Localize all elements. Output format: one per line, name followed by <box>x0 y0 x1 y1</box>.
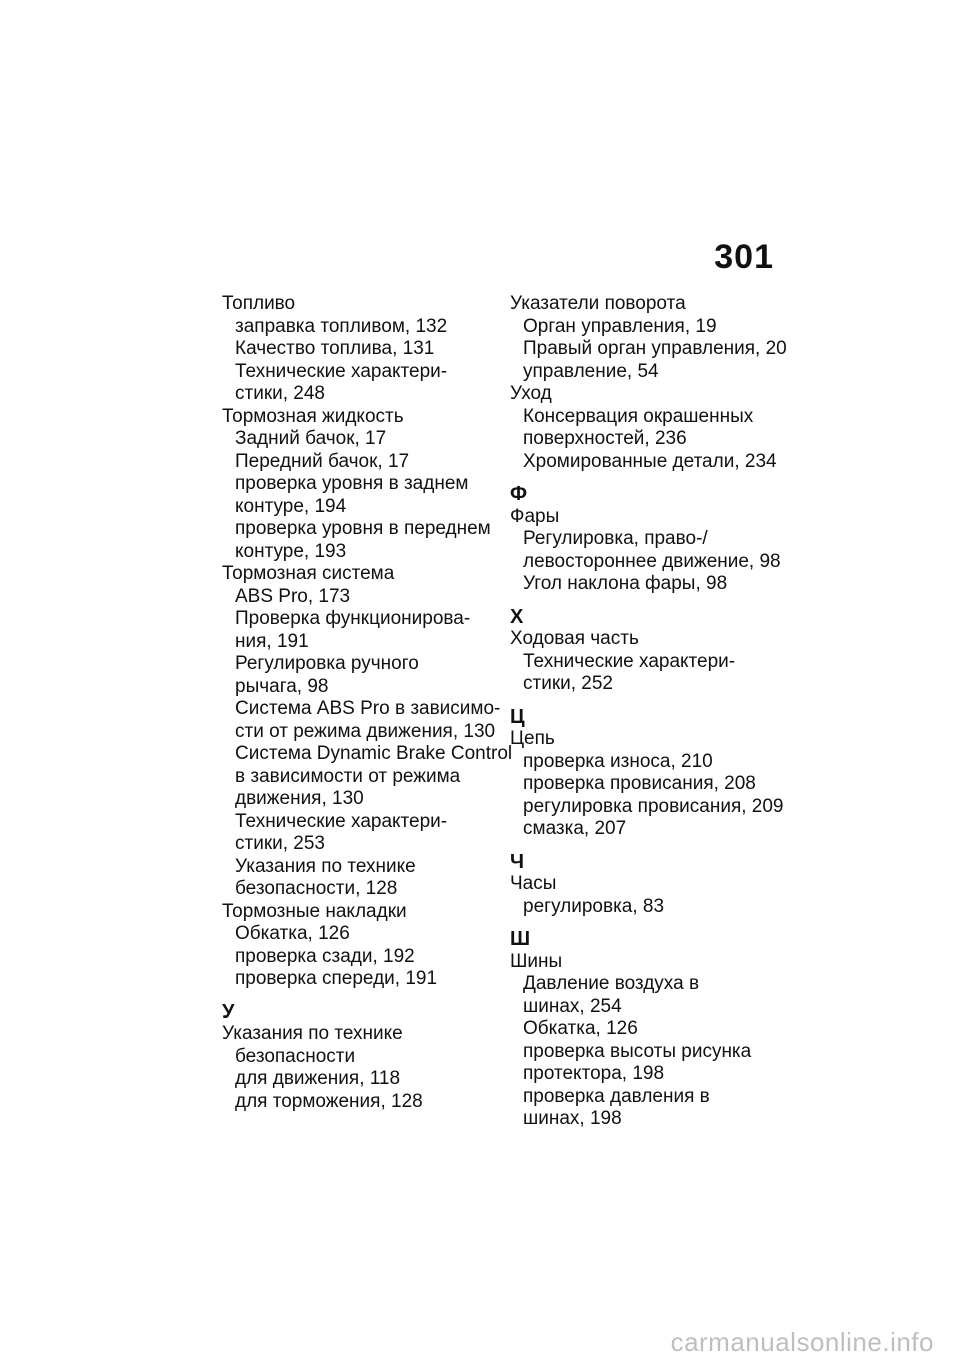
index-subentry: Регулировка, право-/ <box>523 528 708 549</box>
index-subentry: шинах, 198 <box>523 1108 622 1129</box>
index-letter-heading: Ф <box>510 483 528 505</box>
index-subentry: Правый орган управления, 20 <box>523 338 787 359</box>
index-subentry: проверка сзади, 192 <box>235 945 415 967</box>
index-subentry: протектора, 198 <box>523 1063 665 1084</box>
index-subentry: проверка провисания, 208 <box>523 773 756 794</box>
index-subentry: Регулировка ручного <box>235 653 419 674</box>
index-subentry: Давление воздуха в <box>523 973 700 994</box>
index-letter-heading: Х <box>510 605 524 628</box>
index-entry: Фары <box>510 505 560 527</box>
index-subentry: стики, 252 <box>523 673 613 694</box>
index-entry: Цепь <box>510 728 555 749</box>
index-subentry: безопасности, 128 <box>235 878 398 899</box>
index-letter-heading: Ц <box>510 705 525 728</box>
index-subentry: безопасности <box>235 1045 356 1067</box>
index-subentry: левостороннее движение, 98 <box>523 550 781 572</box>
index-subentry: Обкатка, 126 <box>235 923 350 944</box>
watermark: carmanualsonline.info <box>670 1327 934 1357</box>
index-entry: Часы <box>510 873 557 894</box>
index-entry: Указатели поворота <box>510 293 686 314</box>
index-subentry: Угол наклона фары, 98 <box>523 573 728 594</box>
index-entry: Тормозная система <box>222 563 395 584</box>
page-number: 301 <box>714 238 774 276</box>
index-subentry: Качество топлива, 131 <box>235 338 435 359</box>
index-subentry: контуре, 193 <box>235 540 347 562</box>
index-entry: Тормозная жидкость <box>222 405 404 427</box>
index-subentry: контуре, 194 <box>235 495 347 517</box>
index-letter-heading: Ш <box>510 928 531 950</box>
index-subentry: для торможения, 128 <box>235 1090 423 1112</box>
index-subentry: Система ABS Pro в зависимо- <box>235 698 501 719</box>
index-subentry: рычага, 98 <box>235 675 329 697</box>
index-entry: Тормозные накладки <box>222 900 407 922</box>
index-column-left <box>222 293 512 1113</box>
index-subentry: поверхностей, 236 <box>523 428 687 449</box>
index-subentry: для движения, 118 <box>235 1068 401 1089</box>
index-entry: Шины <box>510 950 563 972</box>
index-subentry: Передний бачок, 17 <box>235 450 410 472</box>
index-subentry: проверка высоты рисунка <box>523 1040 752 1062</box>
index-subentry: проверка уровня в заднем <box>235 473 469 494</box>
index-subentry: движения, 130 <box>235 788 364 809</box>
index-subentry: ABS Pro, 173 <box>235 585 351 607</box>
index-subentry: Технические характери- <box>235 360 448 382</box>
index-subentry: заправка топливом, 132 <box>235 315 448 337</box>
index-subentry: смазка, 207 <box>523 818 627 839</box>
index-subentry: проверка спереди, 191 <box>235 968 438 989</box>
index-entry: Уход <box>510 383 552 404</box>
index-letter-heading: Ч <box>510 850 525 873</box>
index-subentry: Технические характери- <box>235 810 448 832</box>
index-subentry: проверка давления в <box>523 1085 710 1107</box>
index-subentry: регулировка, 83 <box>523 895 665 917</box>
index-subentry: ния, 191 <box>235 630 309 652</box>
index-subentry: Консервация окрашенных <box>523 405 754 427</box>
index-subentry: Указания по технике <box>235 855 416 877</box>
index-subentry: регулировка провисания, 209 <box>523 795 784 817</box>
index-letter-heading: У <box>222 1000 235 1023</box>
index-subentry: Система Dynamic Brake Control <box>235 743 513 764</box>
index-subentry: Проверка функционирова- <box>235 608 471 629</box>
index-subentry: проверка износа, 210 <box>523 750 713 772</box>
index-column-right <box>510 293 800 1131</box>
index-subentry: стики, 253 <box>235 833 325 854</box>
index-entry: Топливо <box>222 293 296 314</box>
index-subentry: Технические характери- <box>523 650 736 672</box>
index-subentry: в зависимости от режима <box>235 765 461 787</box>
index-subentry: Хромированные детали, 234 <box>523 450 777 472</box>
index-subentry: сти от режима движения, 130 <box>235 720 496 742</box>
index-subentry: управление, 54 <box>523 360 659 382</box>
index-subentry: шинах, 254 <box>523 995 622 1017</box>
index-subentry: Орган управления, 19 <box>523 315 717 337</box>
index-subentry: Задний бачок, 17 <box>235 428 387 449</box>
index-entry: Указания по технике <box>222 1023 403 1044</box>
index-subentry: проверка уровня в переднем <box>235 518 491 539</box>
index-entry: Ходовая часть <box>510 628 639 649</box>
index-subentry: стики, 248 <box>235 383 325 404</box>
index-subentry: Обкатка, 126 <box>523 1018 638 1039</box>
